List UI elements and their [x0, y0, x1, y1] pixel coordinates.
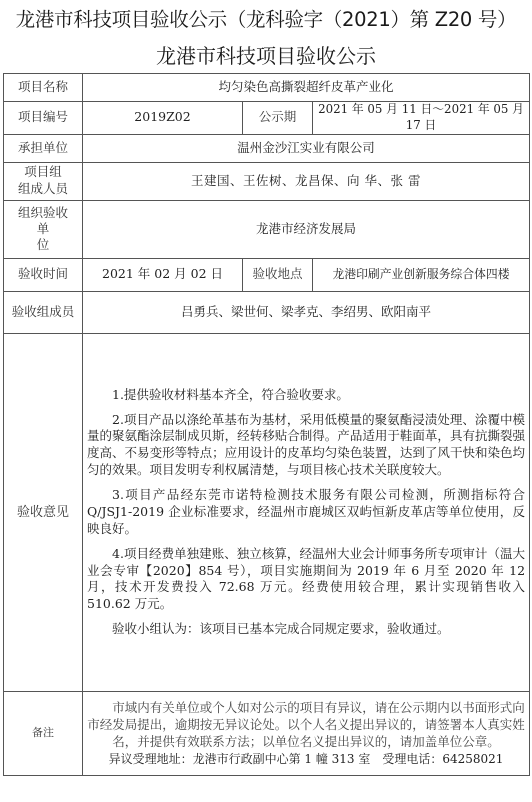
- opinion-paragraph: 2.项目产品以涤纶革基布为基材，采用低模量的聚氨酯浸渍处理、涂覆中模量的聚氨酯涂层制成贝斯，经转移贴合制得。产品适用于鞋面革，具有抗撕裂强度高、不易变形等特点；应用设计的皮革均匀染色装置，达到了风干快和染色均匀的效果。项目发明专利权属清楚，与项目核心技术关联度较大。: [87, 411, 526, 478]
- acceptance-place-label: 验收地点: [243, 258, 313, 291]
- row-acceptance-time: [4, 258, 530, 291]
- opinion-paragraph: 1.提供验收材料基本齐全，符合验收要求。: [112, 386, 349, 402]
- page-title: 龙港市科技项目验收公示（龙科验字（2021）第 Z20 号）: [15, 8, 517, 31]
- page-subtitle: 龙港市科技项目验收公示: [156, 44, 376, 68]
- row-project-no: [4, 102, 530, 135]
- row-undertaker: [4, 134, 530, 162]
- row-remarks: [4, 691, 530, 775]
- project-name-value: 均匀染色高撕裂超纤皮革产业化: [83, 74, 530, 102]
- project-name-label: 项目名称: [4, 74, 83, 102]
- period-label: 公示期: [243, 102, 313, 135]
- organizer-label: 组织验收 单 位: [4, 200, 83, 258]
- remarks-body: [83, 691, 530, 775]
- members-value: 王建国、王佐树、龙昌保、向 华、张 雷: [83, 162, 530, 200]
- opinion-body: [83, 333, 530, 691]
- panel-label: 验收组成员: [4, 291, 83, 333]
- period-value: 2021 年 05 月 11 日～2021 年 05 月 17 日: [313, 102, 530, 135]
- row-panel: [4, 291, 530, 333]
- opinion-paragraph: 验收小组认为：该项目已基本完成合同规定要求，验收通过。: [112, 621, 450, 637]
- opinion-paragraph: 3.项目产品经东莞市诺特检测技术服务有限公司检测，所测指标符合 Q/JSJ1-2019 企业标准要求，经温州市鹿城区双屿恒新皮革店等单位使用，反映良好。: [87, 487, 526, 536]
- remarks-text: 市域内有关单位或个人如对公示的项目有异议，请在公示期内以书面形式向市经发局提出，逾期按无异议论处。以个人名义提出异议的，请签署本人真实姓名，并提供有效联系方法；以单位名义提出异议的，请加盖单位公章。: [87, 699, 525, 749]
- undertaker-value: 温州金沙江实业有限公司: [83, 134, 530, 162]
- remarks-contact: 异议受理地址：龙港市行政副中心第 1 幢 313 室 受理电话：64258021: [108, 751, 504, 766]
- acceptance-form-table: [3, 73, 530, 776]
- panel-value: 吕勇兵、梁世何、梁孝克、李绍男、欧阳南平: [83, 291, 530, 333]
- acceptance-time-value: 2021 年 02 月 02 日: [83, 258, 243, 291]
- opinion-paragraph: 4.项目经费单独建账、独立核算，经温州大业会计师事务所专项审计（温大业会专审【2020】854 号），项目实施期间为 2019 年 6 月至 2020 年 12 月，技术开发费投入 72.68 万元。经费使用较合理，累计实现销售收入 510.62 万元。: [87, 545, 526, 612]
- row-organizer: [4, 200, 530, 258]
- project-no-value: 2019Z02: [83, 102, 243, 135]
- opinion-label: 验收意见: [4, 333, 83, 691]
- row-members: [4, 162, 530, 200]
- project-no-label: 项目编号: [4, 102, 83, 135]
- remarks-label: 备注: [4, 691, 83, 775]
- acceptance-time-label: 验收时间: [4, 258, 83, 291]
- organizer-value: 龙港市经济发展局: [83, 200, 530, 258]
- row-project-name: [4, 74, 530, 102]
- undertaker-label: 承担单位: [4, 134, 83, 162]
- members-label: 项目组 组成人员: [4, 162, 83, 200]
- acceptance-place-value: 龙港印刷产业创新服务综合体四楼: [313, 258, 530, 291]
- row-opinion: [4, 333, 530, 691]
